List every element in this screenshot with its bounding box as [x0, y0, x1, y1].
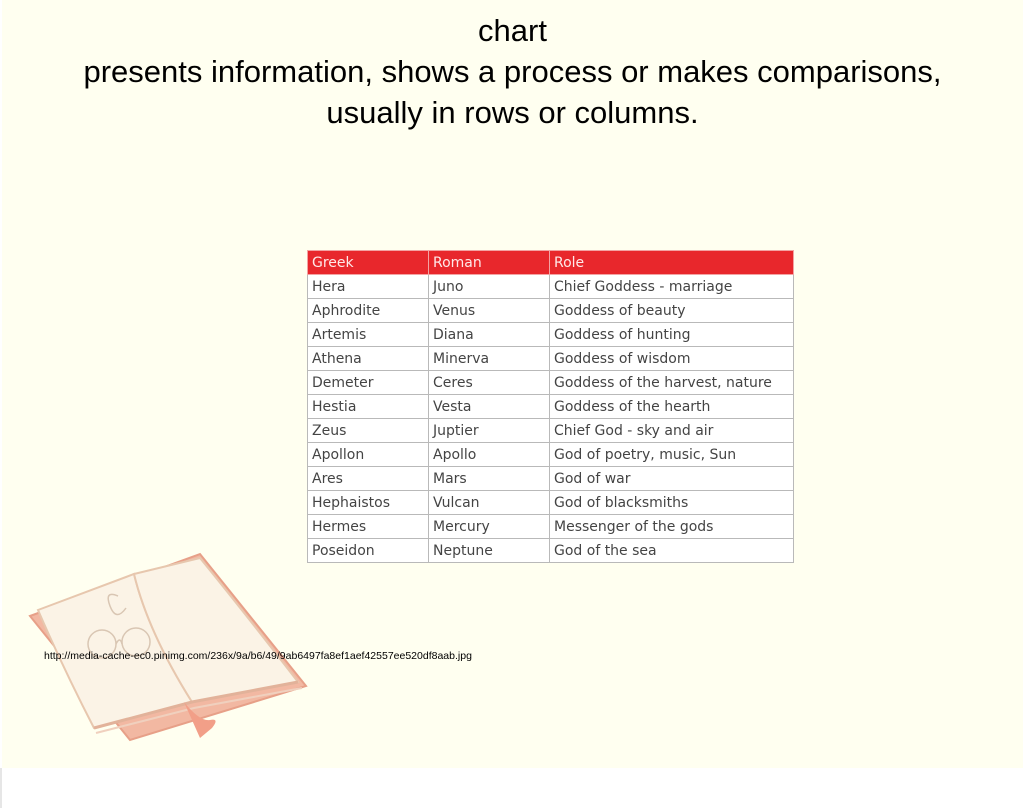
roman-cell: Juno [429, 275, 550, 299]
source-url: http://media-cache-ec0.pinimg.com/236x/9a/b6/49/9ab6497fa8ef1aef42557ee520df8aab.jpg [44, 650, 472, 662]
roman-cell: Apollo [429, 443, 550, 467]
roman-cell: Mars [429, 467, 550, 491]
table-header-row [308, 251, 794, 275]
roman-cell: Mercury [429, 515, 550, 539]
title-line: presents information, shows a process or makes comparisons, [83, 54, 942, 89]
greek-cell: Artemis [308, 323, 429, 347]
table-row [308, 323, 794, 347]
title-line: usually in rows or columns. [326, 95, 699, 130]
roman-cell: Vulcan [429, 491, 550, 515]
role-cell: Goddess of the hearth [550, 395, 794, 419]
greek-cell: Hephaistos [308, 491, 429, 515]
open-book-icon [24, 552, 309, 742]
greek-cell: Hestia [308, 395, 429, 419]
table-row [308, 299, 794, 323]
role-cell: Goddess of hunting [550, 323, 794, 347]
column-header-greek: Greek [308, 251, 429, 275]
role-cell: Goddess of beauty [550, 299, 794, 323]
roman-cell: Juptier [429, 419, 550, 443]
column-header-role: Role [550, 251, 794, 275]
greek-cell: Aphrodite [308, 299, 429, 323]
title-line: chart [478, 13, 547, 48]
greek-cell: Zeus [308, 419, 429, 443]
roman-cell: Ceres [429, 371, 550, 395]
table-row [308, 467, 794, 491]
table-row [308, 275, 794, 299]
table-row [308, 395, 794, 419]
table-row [308, 443, 794, 467]
table-row [308, 491, 794, 515]
role-cell: Chief God - sky and air [550, 419, 794, 443]
role-cell: God of poetry, music, Sun [550, 443, 794, 467]
column-header-roman: Roman [429, 251, 550, 275]
slide [2, 0, 1023, 768]
greek-cell: Hera [308, 275, 429, 299]
role-cell: Goddess of the harvest, nature [550, 371, 794, 395]
greek-cell: Poseidon [308, 539, 429, 563]
greek-cell: Ares [308, 467, 429, 491]
greek-cell: Athena [308, 347, 429, 371]
roman-cell: Venus [429, 299, 550, 323]
table-row [308, 371, 794, 395]
gods-table [307, 250, 794, 563]
roman-cell: Neptune [429, 539, 550, 563]
greek-cell: Demeter [308, 371, 429, 395]
role-cell: Chief Goddess - marriage [550, 275, 794, 299]
greek-cell: Hermes [308, 515, 429, 539]
role-cell: God of blacksmiths [550, 491, 794, 515]
roman-cell: Minerva [429, 347, 550, 371]
role-cell: God of the sea [550, 539, 794, 563]
role-cell: Goddess of wisdom [550, 347, 794, 371]
table-row [308, 515, 794, 539]
slide-title [2, 10, 1023, 133]
table-row [308, 419, 794, 443]
roman-cell: Diana [429, 323, 550, 347]
role-cell: God of war [550, 467, 794, 491]
bottom-margin [0, 768, 1023, 808]
greek-cell: Apollon [308, 443, 429, 467]
role-cell: Messenger of the gods [550, 515, 794, 539]
table-row [308, 347, 794, 371]
roman-cell: Vesta [429, 395, 550, 419]
table-row [308, 539, 794, 563]
